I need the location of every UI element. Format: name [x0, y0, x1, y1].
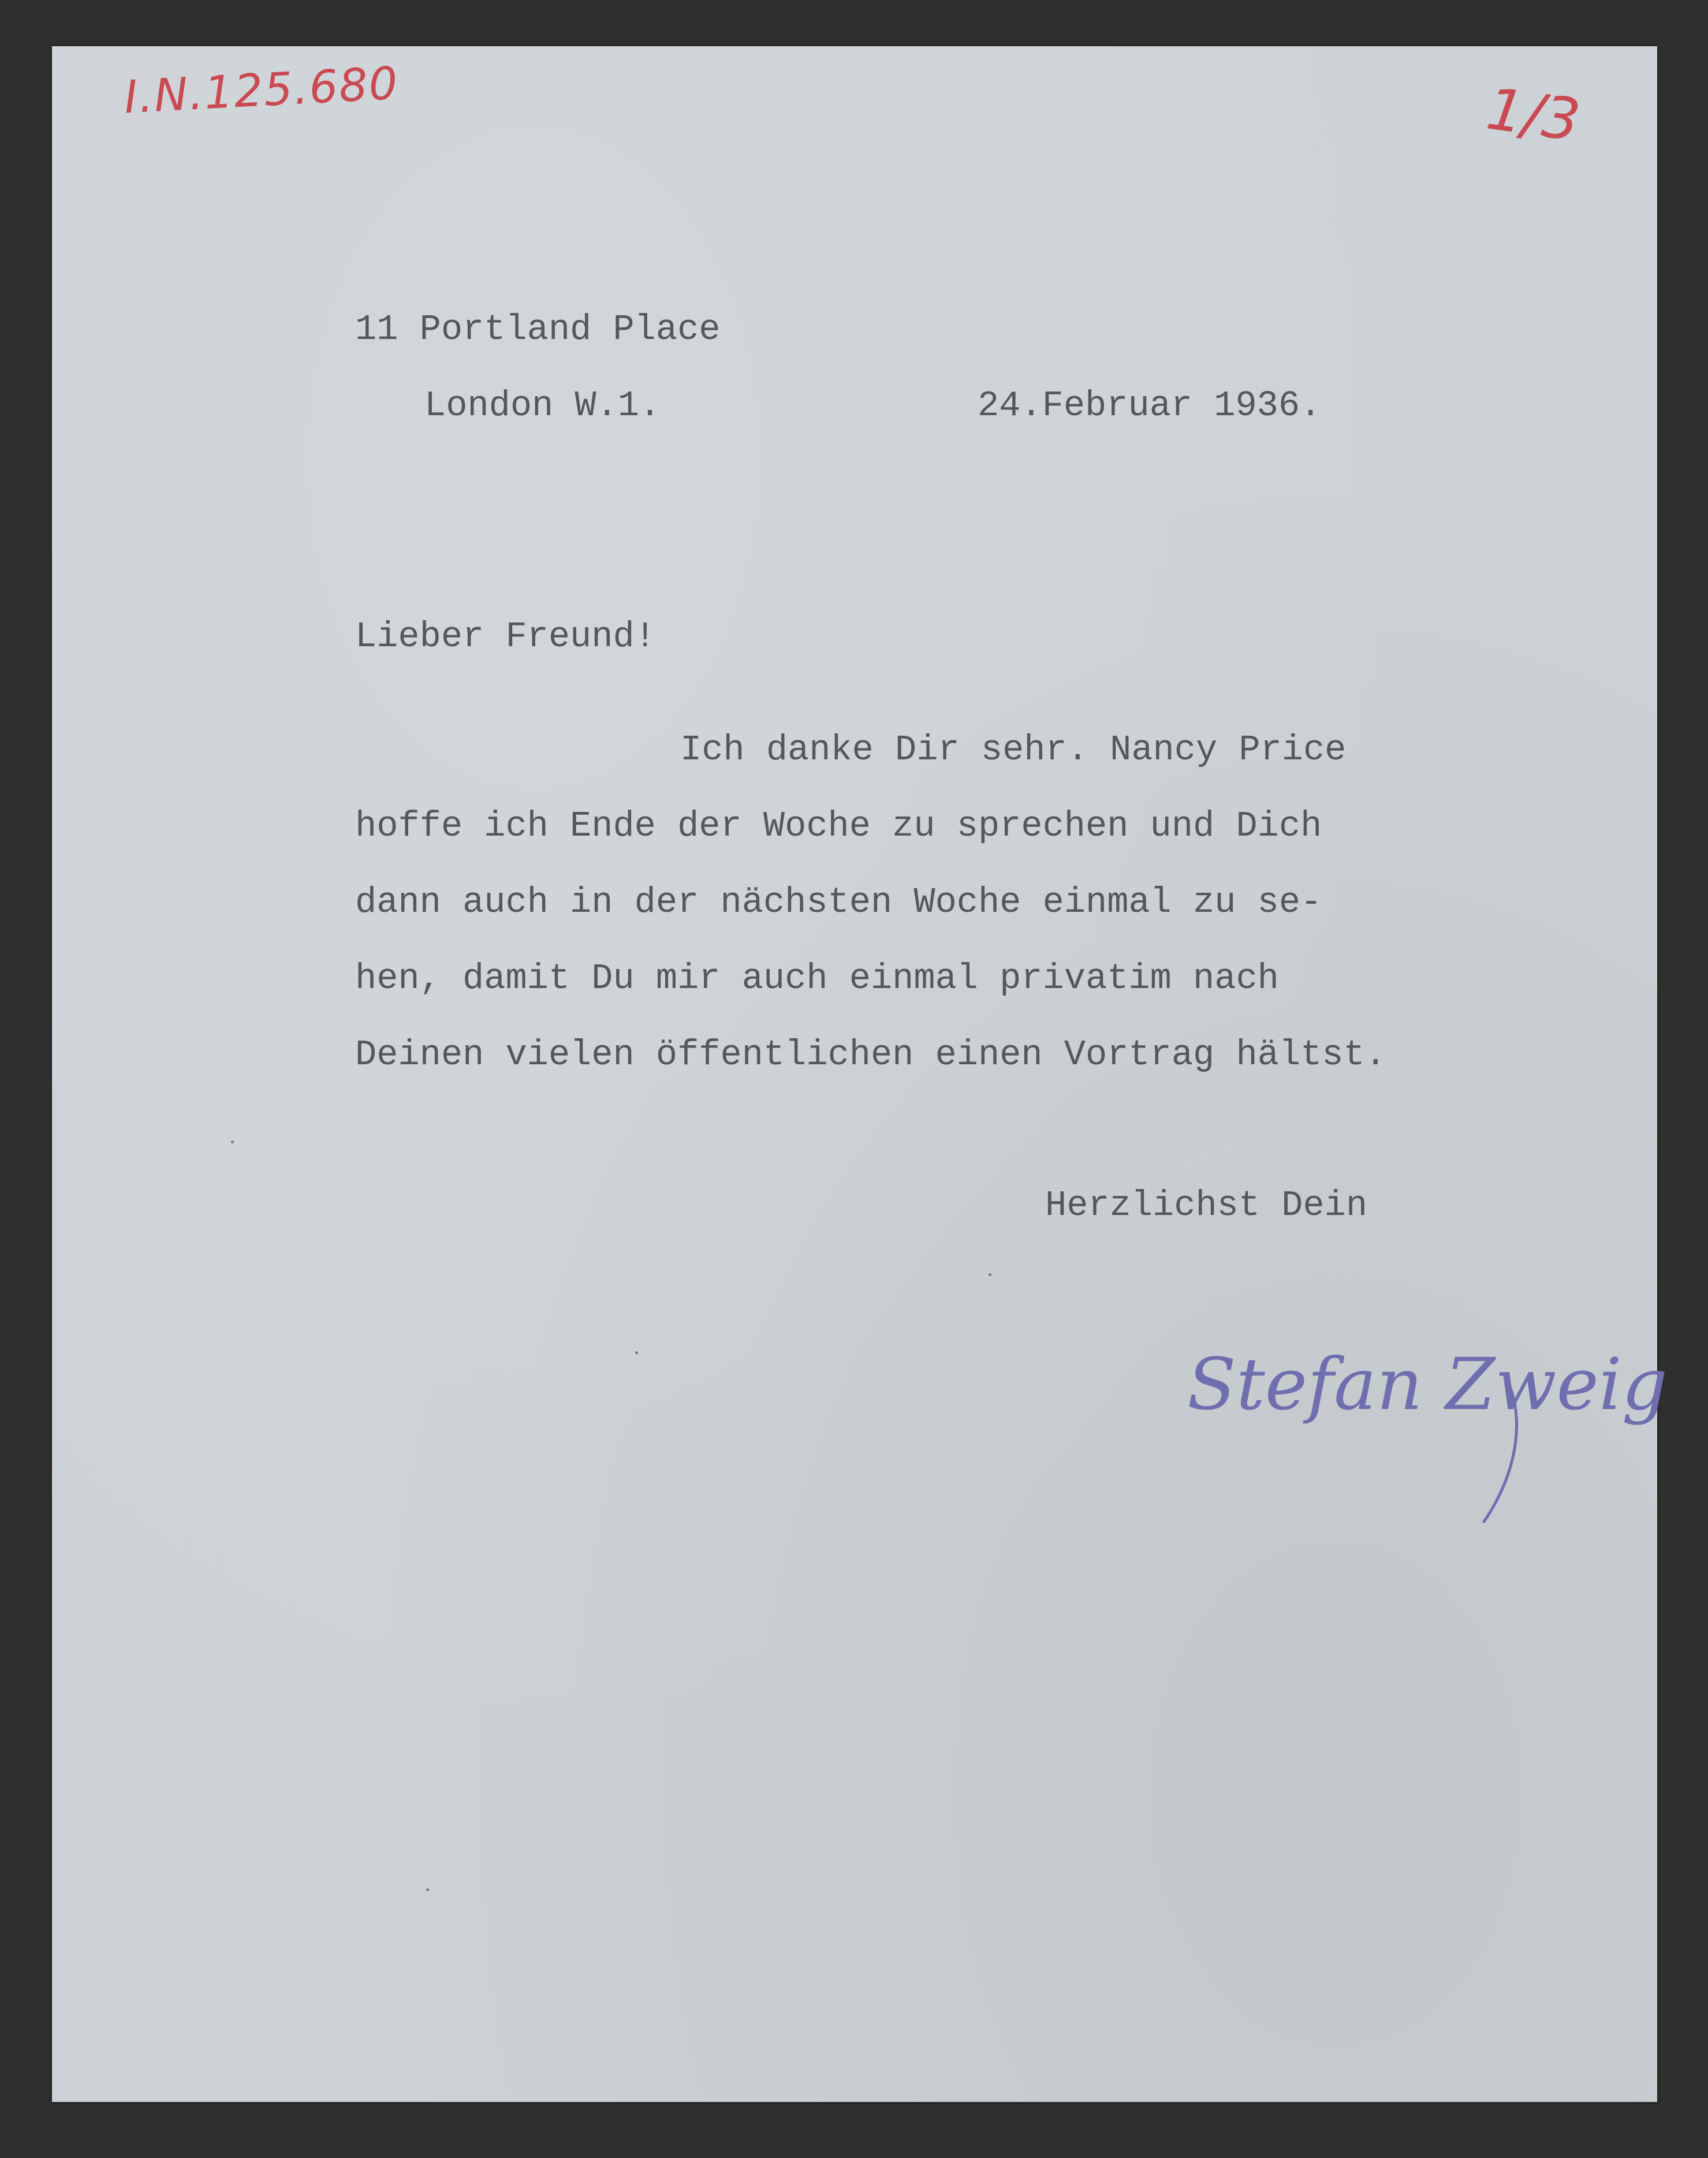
- archive-number: I.N.125.680: [122, 57, 400, 124]
- paper-speck: [989, 1273, 991, 1276]
- page-number: 1/3: [1482, 74, 1584, 155]
- address-line-1: 11 Portland Place: [355, 309, 721, 350]
- body-line: Ich danke Dir sehr. Nancy Price: [680, 729, 1347, 770]
- signature: [1184, 1322, 1668, 1545]
- closing: Herzlichst Dein: [1045, 1185, 1368, 1226]
- body-line: dann auch in der nächsten Woche einmal zu se-: [355, 882, 1322, 923]
- signature-text: Stefan Zweig: [1187, 1343, 1668, 1426]
- paper-speck: [635, 1351, 638, 1354]
- body-line: hoffe ich Ende der Woche zu sprechen und Dich: [355, 806, 1322, 847]
- paper-speck: [231, 1141, 234, 1143]
- body-line: Deinen vielen öffentlichen einen Vortrag hältst.: [355, 1034, 1386, 1075]
- body-line: hen, damit Du mir auch einmal privatim nach: [355, 958, 1279, 999]
- paper-speck: [426, 1888, 429, 1891]
- salutation: Lieber Freund!: [355, 616, 656, 657]
- letter-date: 24.Februar 1936.: [978, 385, 1322, 426]
- address-line-2: London W.1.: [424, 385, 661, 426]
